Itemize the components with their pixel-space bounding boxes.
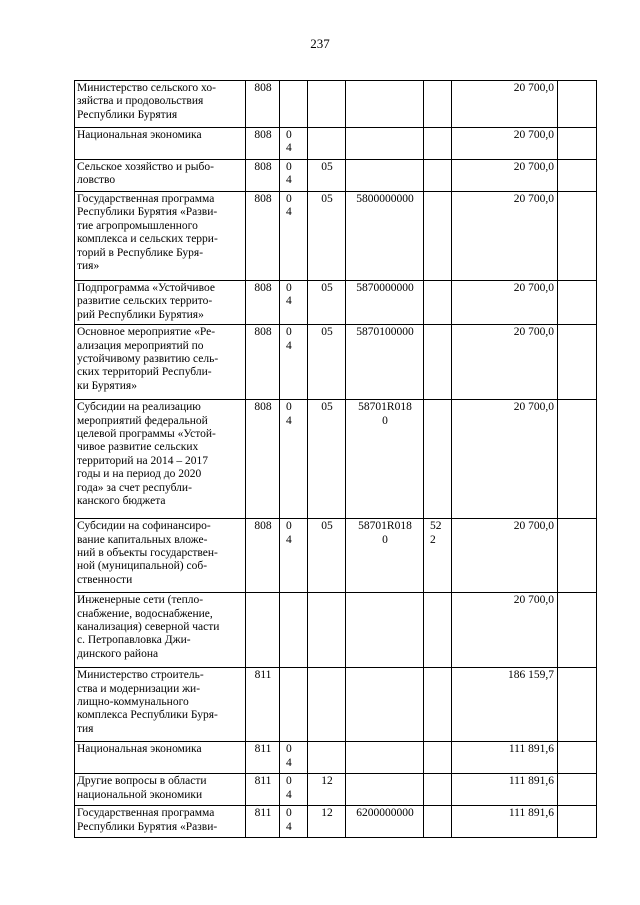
- row-name-cell-line: Сельское хозяйство и рыбо-: [77, 161, 214, 173]
- row-name-cell-line: национальной экономики: [77, 788, 203, 801]
- row-name-cell-line: комплекса и сельских терри-: [77, 233, 218, 246]
- row-subsection-cell: 05: [308, 192, 346, 281]
- row-name-cell-line: ских территорий Республи-: [77, 366, 212, 379]
- row-name-cell-line: мероприятий федеральной: [77, 414, 208, 427]
- row-target-article-cell-line: 0: [382, 414, 388, 427]
- row-expense-type-cell-line: 52: [430, 520, 442, 533]
- row-name-cell-line: зяйства и продовольствия: [77, 95, 204, 108]
- row-section-cell-line: 0: [286, 326, 292, 339]
- row-name-cell-line: Национальная экономика: [77, 129, 202, 141]
- row-section-cell-line: 4: [286, 142, 292, 155]
- row-section-cell-line: 0: [286, 161, 292, 173]
- row-name-cell-line: ний в объекты государствен-: [77, 547, 218, 560]
- table-row: [75, 668, 597, 742]
- row-target-article-cell: [346, 325, 424, 400]
- row-name-cell-line: Основное мероприятие «Ре-: [77, 326, 216, 339]
- row-grbs-cell: 808: [246, 128, 280, 160]
- row-name-cell-line: Республики Бурятия «Разви-: [77, 206, 218, 219]
- row-name-cell-line: годы и на период до 2020: [77, 468, 202, 481]
- row-name-cell-line: канализация) северной части: [77, 621, 220, 634]
- row-section-cell: [280, 806, 308, 838]
- row-section-cell-line: 0: [286, 520, 292, 533]
- row-section-cell-line: 4: [286, 788, 292, 801]
- table-row: [75, 192, 597, 281]
- row-name-cell-line: снабжение, водоснабжение,: [77, 607, 213, 620]
- row-grbs-cell: 811: [246, 774, 280, 806]
- row-expense-type-cell: [424, 806, 452, 838]
- row-name-cell: [75, 325, 246, 400]
- row-name-cell-line: Субсидии на софинансиро-: [77, 520, 211, 533]
- row-section-cell: [280, 400, 308, 519]
- row-section-cell-line: 0: [286, 743, 292, 756]
- row-target-article-cell-line: 5870000000: [356, 282, 414, 294]
- row-target-article-cell: [346, 400, 424, 519]
- row-target-article-cell-line: 0: [382, 533, 388, 546]
- row-target-article-cell: [346, 160, 424, 192]
- row-name-cell-line: вание капитальных вложе-: [77, 533, 208, 546]
- budget-table-body: [75, 81, 597, 838]
- row-name-cell-line: Государственная программа: [77, 807, 215, 820]
- row-grbs-cell: 808: [246, 160, 280, 192]
- row-name-cell-line: Государственная программа: [77, 193, 215, 205]
- row-section-cell-line: 0: [286, 401, 292, 414]
- row-expense-type-cell: [424, 160, 452, 192]
- row-subsection-cell: 05: [308, 325, 346, 400]
- row-section-cell-line: 0: [286, 775, 292, 788]
- row-grbs-cell: 811: [246, 806, 280, 838]
- row-section-cell: [280, 593, 308, 668]
- row-name-cell-line: с. Петропавловка Джи-: [77, 634, 191, 647]
- table-row: [75, 742, 597, 774]
- row-subsection-cell: 12: [308, 806, 346, 838]
- row-expense-type-cell: [424, 192, 452, 281]
- row-name-cell: [75, 774, 246, 806]
- row-expense-type-cell: [424, 519, 452, 593]
- row-name-cell-line: ственности: [77, 573, 133, 586]
- row-name-cell-line: Субсидии на реализацию: [77, 401, 201, 414]
- row-empty-cell: [558, 668, 597, 742]
- page-number: 237: [310, 36, 330, 51]
- row-section-cell: [280, 742, 308, 774]
- row-empty-cell: [558, 400, 597, 519]
- row-name-cell: [75, 400, 246, 519]
- row-sum-cell: 111 891,6: [452, 774, 558, 806]
- row-target-article-cell: [346, 742, 424, 774]
- row-target-article-cell: [346, 81, 424, 128]
- row-subsection-cell: [308, 742, 346, 774]
- table-row: [75, 806, 597, 838]
- row-name-cell-line: ства и модернизации жи-: [77, 682, 201, 695]
- row-grbs-cell: 811: [246, 668, 280, 742]
- row-expense-type-cell: [424, 742, 452, 774]
- row-section-cell-line: 0: [286, 129, 292, 141]
- row-name-cell-line: Министерство сельского хо-: [77, 82, 216, 94]
- row-target-article-cell-line: 6200000000: [356, 807, 414, 820]
- row-empty-cell: [558, 281, 597, 325]
- row-expense-type-cell: [424, 400, 452, 519]
- row-expense-type-cell: [424, 128, 452, 160]
- row-sum-cell: 20 700,0: [452, 160, 558, 192]
- row-name-cell-line: года» за счет республи-: [77, 481, 192, 494]
- row-subsection-cell: [308, 81, 346, 128]
- row-target-article-cell: [346, 806, 424, 838]
- row-grbs-cell: 808: [246, 281, 280, 325]
- row-sum-cell: 20 700,0: [452, 81, 558, 128]
- row-name-cell: [75, 668, 246, 742]
- row-sum-cell: 20 700,0: [452, 400, 558, 519]
- row-empty-cell: [558, 742, 597, 774]
- row-expense-type-cell: [424, 774, 452, 806]
- row-name-cell-line: ной (муниципальной) соб-: [77, 560, 208, 573]
- row-grbs-cell: 808: [246, 81, 280, 128]
- row-name-cell-line: развитие сельских террито-: [77, 295, 213, 308]
- row-name-cell-line: Другие вопросы в области: [77, 775, 207, 788]
- row-section-cell-line: 4: [286, 820, 292, 833]
- row-subsection-cell: 05: [308, 400, 346, 519]
- row-section-cell-line: 0: [286, 193, 292, 205]
- row-expense-type-cell: [424, 593, 452, 668]
- table-row: [75, 774, 597, 806]
- row-name-cell-line: Подпрограмма «Устойчивое: [77, 282, 215, 294]
- row-sum-cell: 20 700,0: [452, 519, 558, 593]
- row-expense-type-cell: [424, 325, 452, 400]
- row-expense-type-cell: [424, 281, 452, 325]
- row-name-cell-line: динского района: [77, 647, 159, 660]
- row-name-cell: [75, 742, 246, 774]
- row-name-cell-line: Инженерные сети (тепло-: [77, 594, 204, 607]
- row-subsection-cell: 05: [308, 160, 346, 192]
- row-empty-cell: [558, 160, 597, 192]
- table-row: [75, 325, 597, 400]
- row-sum-cell: 20 700,0: [452, 192, 558, 281]
- row-name-cell-line: устойчивому развитию сель-: [77, 353, 219, 366]
- row-section-cell: [280, 325, 308, 400]
- row-empty-cell: [558, 192, 597, 281]
- row-name-cell-line: лищно-коммунального: [77, 696, 189, 709]
- row-grbs-cell: 811: [246, 742, 280, 774]
- row-sum-cell: 20 700,0: [452, 325, 558, 400]
- row-section-cell-line: 4: [286, 206, 292, 219]
- row-section-cell: [280, 160, 308, 192]
- row-sum-cell: 20 700,0: [452, 593, 558, 668]
- row-name-cell-line: торий в Республике Буря-: [77, 246, 204, 259]
- row-section-cell-line: 4: [286, 339, 292, 352]
- row-section-cell-line: 4: [286, 533, 292, 546]
- row-target-article-cell-line: 5870100000: [356, 326, 414, 339]
- row-target-article-cell-line: 5800000000: [356, 193, 414, 205]
- row-section-cell-line: 4: [286, 414, 292, 427]
- row-subsection-cell: [308, 668, 346, 742]
- row-name-cell-line: территорий на 2014 – 2017: [77, 454, 208, 467]
- table-row: [75, 128, 597, 160]
- row-name-cell-line: Республики Бурятия «Разви-: [77, 820, 218, 833]
- row-section-cell: [280, 281, 308, 325]
- row-empty-cell: [558, 325, 597, 400]
- row-empty-cell: [558, 519, 597, 593]
- row-section-cell: [280, 668, 308, 742]
- row-name-cell-line: Национальная экономика: [77, 743, 202, 756]
- row-empty-cell: [558, 806, 597, 838]
- row-sum-cell: 186 159,7: [452, 668, 558, 742]
- row-target-article-cell: [346, 192, 424, 281]
- row-name-cell: [75, 281, 246, 325]
- row-empty-cell: [558, 774, 597, 806]
- row-section-cell-line: 0: [286, 807, 292, 820]
- row-name-cell: [75, 806, 246, 838]
- row-section-cell: [280, 128, 308, 160]
- table-row: [75, 160, 597, 192]
- row-name-cell: [75, 128, 246, 160]
- row-name-cell: [75, 192, 246, 281]
- row-section-cell: [280, 774, 308, 806]
- row-expense-type-cell: [424, 668, 452, 742]
- row-expense-type-cell: [424, 81, 452, 128]
- row-name-cell: [75, 593, 246, 668]
- row-name-cell-line: ки Бурятия»: [77, 379, 137, 392]
- row-target-article-cell: [346, 281, 424, 325]
- table-row: [75, 81, 597, 128]
- row-name-cell-line: ализация мероприятий по: [77, 339, 204, 352]
- row-target-article-cell: [346, 774, 424, 806]
- row-section-cell: [280, 519, 308, 593]
- row-section-cell-line: 4: [286, 295, 292, 308]
- row-section-cell: [280, 192, 308, 281]
- row-target-article-cell: [346, 668, 424, 742]
- table-row: [75, 281, 597, 325]
- table-row: [75, 519, 597, 593]
- row-name-cell-line: тия: [77, 722, 94, 735]
- row-subsection-cell: 12: [308, 774, 346, 806]
- row-empty-cell: [558, 81, 597, 128]
- row-section-cell: [280, 81, 308, 128]
- row-section-cell-line: 0: [286, 282, 292, 294]
- row-sum-cell: 111 891,6: [452, 742, 558, 774]
- row-subsection-cell: [308, 128, 346, 160]
- row-name-cell-line: чивое развитие сельских: [77, 441, 199, 454]
- row-grbs-cell: 808: [246, 519, 280, 593]
- row-sum-cell: 111 891,6: [452, 806, 558, 838]
- row-name-cell-line: ловство: [77, 174, 116, 187]
- row-name-cell: [75, 81, 246, 128]
- row-subsection-cell: 05: [308, 519, 346, 593]
- row-target-article-cell: [346, 519, 424, 593]
- budget-table: [74, 80, 597, 838]
- row-empty-cell: [558, 593, 597, 668]
- row-target-article-cell-line: 58701R018: [358, 520, 412, 533]
- row-grbs-cell: 808: [246, 400, 280, 519]
- row-sum-cell: 20 700,0: [452, 128, 558, 160]
- row-name-cell: [75, 519, 246, 593]
- row-empty-cell: [558, 128, 597, 160]
- row-expense-type-cell-line: 2: [430, 533, 436, 546]
- row-sum-cell: 20 700,0: [452, 281, 558, 325]
- row-subsection-cell: [308, 593, 346, 668]
- row-name-cell-line: канского бюджета: [77, 495, 166, 508]
- row-name-cell-line: Республики Бурятия: [77, 108, 178, 121]
- row-target-article-cell: [346, 593, 424, 668]
- row-grbs-cell: 808: [246, 192, 280, 281]
- row-target-article-cell-line: 58701R018: [358, 401, 412, 414]
- table-row: [75, 400, 597, 519]
- row-subsection-cell: 05: [308, 281, 346, 325]
- row-name-cell-line: Министерство строитель-: [77, 669, 204, 682]
- row-name-cell: [75, 160, 246, 192]
- row-section-cell-line: 4: [286, 174, 292, 187]
- row-name-cell-line: тия»: [77, 260, 100, 273]
- table-row: [75, 593, 597, 668]
- row-name-cell-line: целевой программы «Устой-: [77, 428, 216, 441]
- row-name-cell-line: рий Республики Бурятия»: [77, 308, 204, 321]
- row-grbs-cell: 808: [246, 325, 280, 400]
- row-target-article-cell: [346, 128, 424, 160]
- row-name-cell-line: тие агропромышленного: [77, 219, 198, 232]
- row-name-cell-line: комплекса Республики Буря-: [77, 709, 218, 722]
- row-section-cell-line: 4: [286, 756, 292, 769]
- row-grbs-cell: [246, 593, 280, 668]
